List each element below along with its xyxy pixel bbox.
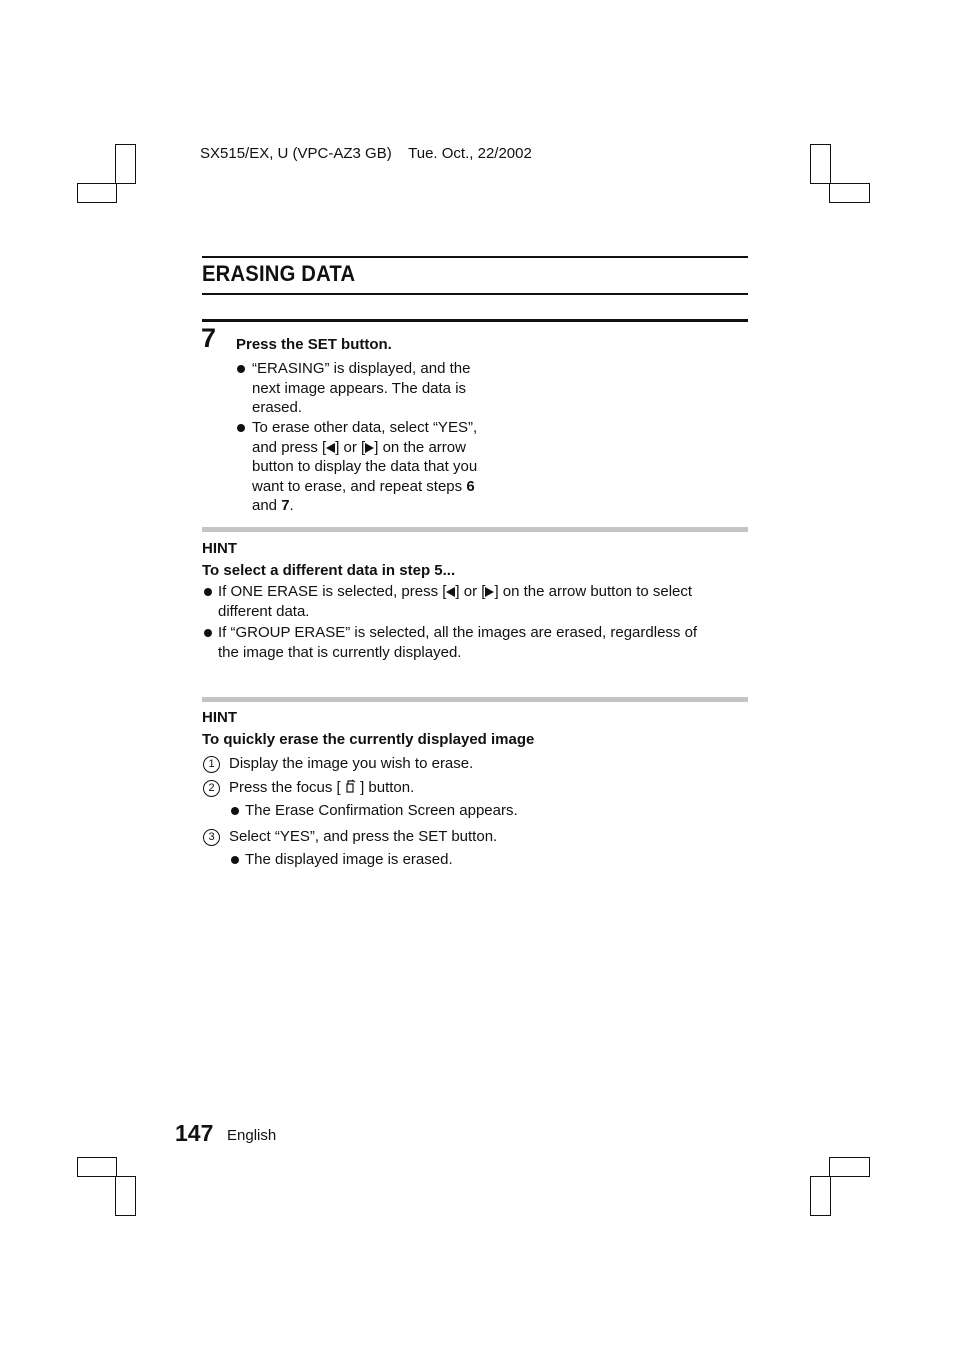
hint-label: HINT — [202, 709, 237, 726]
text-line — [218, 582, 692, 602]
crop-mark — [77, 1157, 117, 1177]
hint-bar — [202, 527, 748, 532]
crop-mark — [77, 183, 117, 203]
text-line: If “GROUP ERASE” is selected, all the images are erased, regardless of — [218, 624, 698, 641]
text-line: erased. — [252, 399, 303, 416]
crop-mark — [810, 1176, 831, 1216]
hint-heading: To select a different data in step 5... — [202, 562, 456, 579]
step-bullet-2 — [252, 418, 477, 516]
text-line: the image that is currently displayed. — [218, 643, 462, 661]
text-span: . — [289, 497, 294, 514]
hint-heading: To quickly erase the currently displayed image — [202, 731, 535, 748]
crop-mark — [829, 183, 870, 203]
bullet-icon — [237, 365, 245, 373]
text-span: and — [252, 497, 282, 514]
text-line — [252, 438, 477, 458]
hint2-item-2 — [229, 778, 414, 798]
section-title: ERASING DATA — [202, 261, 356, 286]
crop-mark — [115, 144, 136, 184]
text-span: Press the focus [ — [229, 779, 341, 796]
step-circle-icon: 3 — [203, 829, 220, 846]
text-span: If ONE ERASE is selected, press [ — [218, 583, 447, 600]
hint2-item-3-sub: The displayed image is erased. — [245, 851, 453, 868]
bullet-icon — [204, 629, 212, 637]
text-span: and press [ — [252, 438, 327, 456]
text-span: ] on the arrow button to select — [494, 583, 693, 600]
text-span: ] on the arrow — [374, 438, 466, 456]
bullet-icon — [237, 424, 245, 432]
hint1-bullet-2 — [218, 623, 697, 662]
hint2-item-3: Select “YES”, and press the SET button. — [229, 828, 498, 845]
hint2-item-2-sub: The Erase Confirmation Screen appears. — [245, 802, 518, 819]
step-number: 7 — [201, 323, 217, 353]
bullet-icon — [231, 807, 239, 815]
page-language: English — [227, 1127, 277, 1144]
hint-bar — [202, 697, 748, 702]
text-span: ] or [ — [335, 438, 366, 456]
step-circle-icon: 1 — [203, 756, 220, 773]
text-span: ] button. — [360, 779, 415, 796]
left-arrow-icon — [326, 443, 335, 453]
step-ref: 6 — [466, 477, 475, 495]
step-title: Press the SET button. — [236, 336, 392, 353]
text-line — [252, 477, 477, 497]
text-span: want to erase, and repeat steps — [252, 477, 467, 495]
text-line: button to display the data that you — [252, 458, 478, 475]
bullet-icon — [204, 588, 212, 596]
page-number: 147 — [175, 1120, 214, 1146]
text-span: ] or [ — [455, 583, 486, 600]
text-line: To erase other data, select “YES”, — [252, 419, 478, 436]
focus-icon — [345, 779, 356, 793]
crop-mark — [115, 1176, 136, 1216]
text-line — [252, 496, 477, 516]
header-model: SX515/EX, U (VPC-AZ3 GB) — [200, 145, 392, 162]
bullet-icon — [231, 856, 239, 864]
step-ref: 7 — [281, 497, 290, 514]
hint-label: HINT — [202, 540, 237, 557]
header-date: Tue. Oct., 22/2002 — [408, 145, 532, 162]
title-rule-top — [202, 256, 748, 258]
step-rule — [202, 319, 748, 322]
right-arrow-icon — [365, 443, 374, 453]
text-line: next image appears. The data is — [252, 379, 467, 397]
text-line: different data. — [218, 602, 310, 620]
step-circle-icon: 2 — [203, 780, 220, 797]
hint2-item-1: Display the image you wish to erase. — [229, 755, 474, 772]
hint1-bullet-1 — [218, 582, 692, 621]
text-line: “ERASING” is displayed, and the — [252, 360, 471, 377]
crop-mark — [810, 144, 831, 184]
title-rule-bottom — [202, 293, 748, 295]
step-bullet-1 — [252, 359, 470, 418]
crop-mark — [829, 1157, 870, 1177]
document-header — [200, 145, 532, 162]
